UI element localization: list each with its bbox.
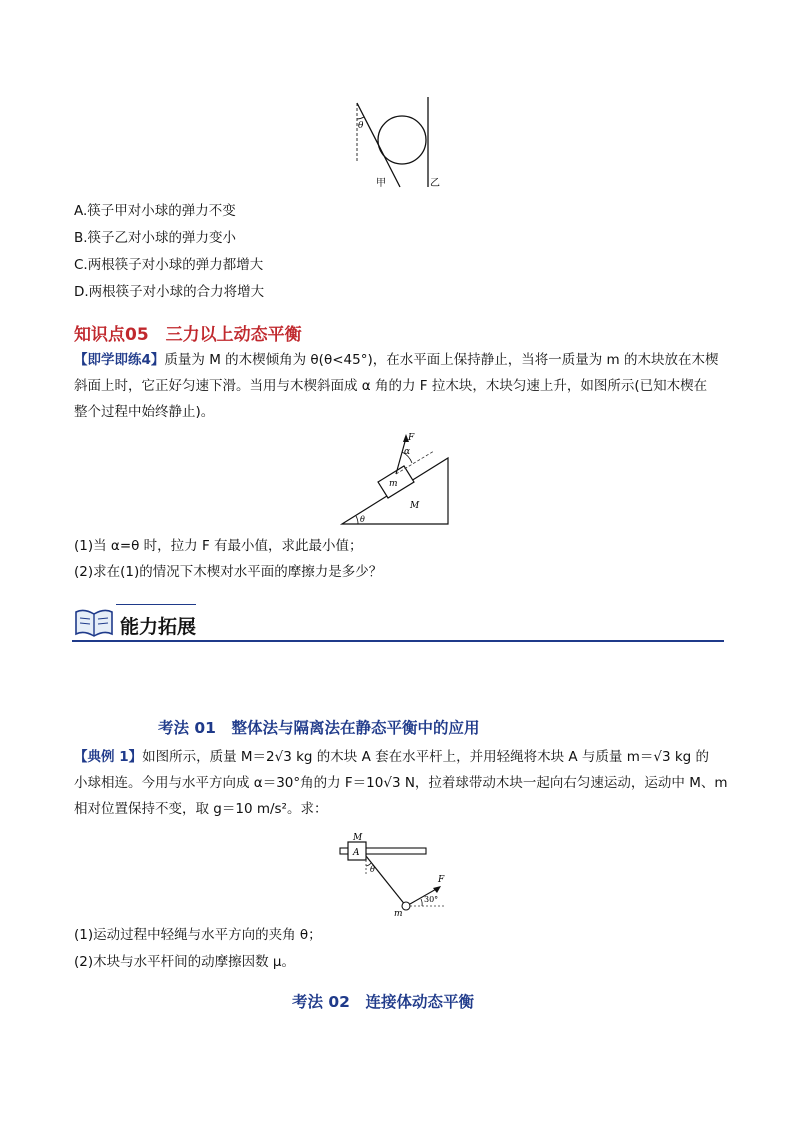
figure3-M: M	[353, 833, 363, 843]
figure-wedge-block	[338, 430, 458, 528]
exercise4-line2: 斜面上时，它正好匀速下滑。当用与木楔斜面成 α 角的力 F 拉木块，木块匀速上升，如图所示(已知木楔在	[74, 378, 708, 394]
figure-rod-block-ball	[338, 830, 448, 920]
exercise4-line3: 整个过程中始终静止)。	[74, 404, 215, 420]
option-b: B.筷子乙对小球的弹力变小	[74, 230, 237, 246]
banner-ability-expansion	[72, 604, 724, 644]
example1-line1: 如图所示，质量 M＝2√3 kg 的木块 A 套在水平杆上，并用轻绳将木块 A 与质量 m＝√3 kg 的	[142, 749, 710, 765]
option-a: A.筷子甲对小球的弹力不变	[74, 203, 236, 219]
banner-underline	[72, 640, 724, 642]
method02-title: 考法 02 连接体动态平衡	[292, 993, 474, 1011]
example1-q1: (1)运动过程中轻绳与水平方向的夹角 θ；	[74, 927, 322, 943]
figure3-A: A	[353, 848, 360, 858]
example1-line2: 小球相连。今用与水平方向成 α＝30°角的力 F＝10√3 N，拉着球带动木块一起向右匀速运动，运动中 M、m	[74, 775, 728, 791]
example1	[74, 744, 734, 822]
figure2-M: M	[410, 501, 420, 511]
exercise4-line1: 质量为 M 的木楔倾角为 θ(θ<45°)，在水平面上保持静止，当将一质量为 m 的木块放在木楔	[164, 352, 719, 368]
figure1-label-jia: 甲	[376, 178, 386, 189]
figure3-theta: θ	[370, 865, 375, 874]
figure2-m: m	[389, 479, 398, 489]
section-05-title: 知识点05 三力以上动态平衡	[74, 325, 302, 345]
figure2-F: F	[408, 433, 415, 443]
book-icon	[74, 606, 114, 638]
figure3-m: m	[394, 909, 403, 919]
exercise4	[74, 347, 724, 425]
example1-line3: 相对位置保持不变，取 g＝10 m/s²。求：	[74, 801, 328, 817]
banner-top-line	[116, 604, 196, 605]
figure2-theta: θ	[360, 515, 365, 524]
method01-title: 考法 01 整体法与隔离法在静态平衡中的应用	[158, 719, 480, 737]
figure1-label-yi: 乙	[430, 178, 440, 189]
option-d: D.两根筷子对小球的合力将增大	[74, 284, 265, 300]
figure1-theta: θ	[358, 121, 364, 131]
figure2-alpha: α	[404, 447, 411, 457]
banner-title: 能力拓展	[120, 616, 197, 638]
exercise4-q2: (2)求在(1)的情况下木楔对水平面的摩擦力是多少？	[74, 564, 383, 580]
exercise4-q1: (1)当 α=θ 时，拉力 F 有最小值，求此最小值；	[74, 538, 363, 554]
exercise4-tag: 【即学即练4】	[74, 352, 165, 368]
example1-tag: 【典例 1】	[74, 749, 143, 765]
figure3-angle: 30°	[424, 895, 439, 904]
option-c: C.两根筷子对小球的弹力都增大	[74, 257, 264, 273]
figure3-F: F	[438, 875, 445, 885]
example1-q2: (2)木块与水平杆间的动摩擦因数 μ。	[74, 954, 296, 970]
figure-chopsticks-ball	[340, 95, 460, 195]
